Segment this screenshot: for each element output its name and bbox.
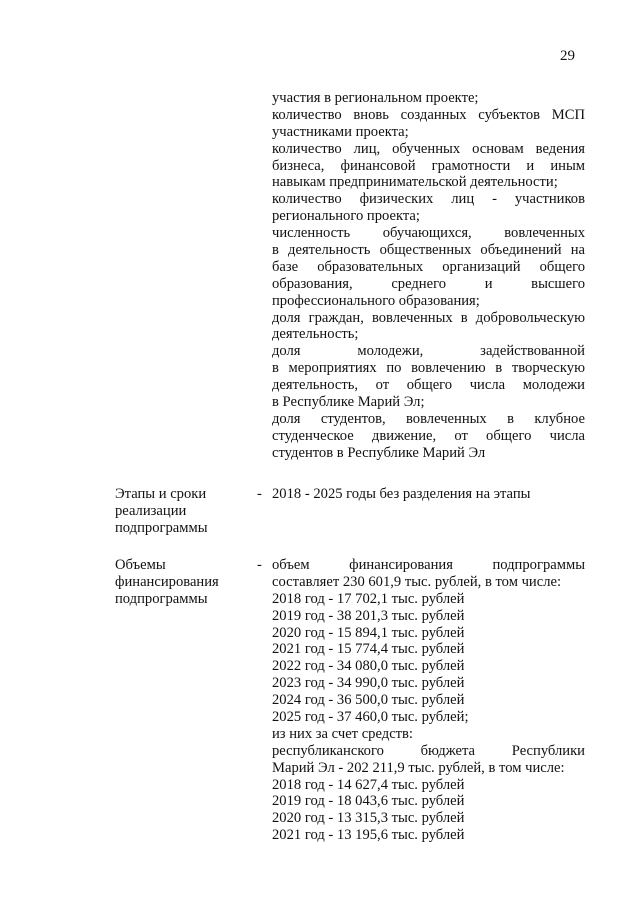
indicator-line: доля студентов, вовлеченных в клубное	[272, 410, 585, 427]
indicators-continuation	[272, 90, 585, 462]
stages-label-line: Этапы и сроки	[115, 486, 207, 502]
funding-line: 2021 год - 13 195,6 тыс. рублей	[272, 827, 465, 844]
page-number: 29	[560, 48, 575, 64]
funding-line: 2021 год - 15 774,4 тыс. рублей	[272, 641, 465, 658]
funding-label-line: подпрограммы	[115, 591, 208, 607]
funding-line: 2020 год - 13 315,3 тыс. рублей	[272, 810, 465, 827]
stages-label-line: реализации	[115, 503, 187, 519]
funding-line: из них за счет средств:	[272, 725, 413, 742]
indicator-line: профессионального образования;	[272, 292, 480, 309]
indicator-line: участниками проекта;	[272, 123, 409, 140]
funding-line: объем финансирования подпрограммы	[272, 557, 585, 573]
indicator-line: деятельность, от общего числа молодежи	[272, 377, 585, 394]
indicator-line: в Республике Марий Эл;	[272, 394, 425, 411]
stages-label	[115, 486, 245, 537]
indicator-line: количество лиц, обученных основам ведения	[272, 140, 585, 157]
funding-label-line: Объемы	[115, 557, 166, 573]
funding-line: 2025 год - 37 460,0 тыс. рублей;	[272, 709, 469, 726]
indicator-line: доля граждан, вовлеченных в добровольческую	[272, 309, 585, 326]
indicator-line: деятельность;	[272, 326, 359, 343]
funding-label-line: финансирования	[115, 574, 219, 590]
indicator-line: в мероприятиях по вовлечению в творческую	[272, 360, 585, 377]
funding-line: 2019 год - 18 043,6 тыс. рублей	[272, 793, 465, 810]
funding-line: 2018 год - 14 627,4 тыс. рублей	[272, 776, 465, 793]
indicator-line: количество физических лиц - участников	[272, 191, 585, 208]
indicator-line: участия в региональном проекте;	[272, 90, 479, 106]
indicator-line: студентов в Республике Марий Эл	[272, 444, 486, 461]
indicator-line: регионального проекта;	[272, 208, 420, 225]
funding-line: Марий Эл - 202 211,9 тыс. рублей, в том числе:	[272, 759, 565, 776]
indicator-line: базе образовательных организаций общего	[272, 258, 585, 275]
funding-line: составляет 230 601,9 тыс. рублей, в том числе:	[272, 573, 562, 590]
indicator-line: образования, среднего и высшего	[272, 275, 585, 292]
indicator-line: студенческое движение, от общего числа	[272, 427, 585, 444]
funding-line: 2018 год - 17 702,1 тыс. рублей	[272, 590, 465, 607]
indicator-line: в деятельность общественных объединений на	[272, 242, 585, 259]
stages-value-line: 2018 - 2025 годы без разделения на этапы	[272, 486, 531, 502]
funding-line: 2024 год - 36 500,0 тыс. рублей	[272, 692, 465, 709]
stages-dash: -	[257, 486, 262, 502]
funding-label	[115, 557, 245, 608]
indicator-line: доля молодежи, задействованной	[272, 343, 585, 360]
funding-line: 2022 год - 34 080,0 тыс. рублей	[272, 658, 465, 675]
funding-dash: -	[257, 557, 262, 573]
funding-line: 2020 год - 15 894,1 тыс. рублей	[272, 624, 465, 641]
indicator-line: количество вновь созданных субъектов МСП	[272, 106, 585, 123]
indicator-line: бизнеса, финансовой грамотности и иным	[272, 157, 585, 174]
indicator-line: навыкам предпринимательской деятельности;	[272, 174, 558, 191]
stages-label-line: подпрограммы	[115, 520, 208, 536]
stages-value	[272, 486, 585, 503]
funding-line: 2023 год - 34 990,0 тыс. рублей	[272, 675, 465, 692]
funding-line: 2019 год - 38 201,3 тыс. рублей	[272, 607, 465, 624]
funding-details	[272, 557, 585, 844]
indicator-line: численность обучающихся, вовлеченных	[272, 225, 585, 242]
funding-line: республиканского бюджета Республики	[272, 742, 585, 759]
